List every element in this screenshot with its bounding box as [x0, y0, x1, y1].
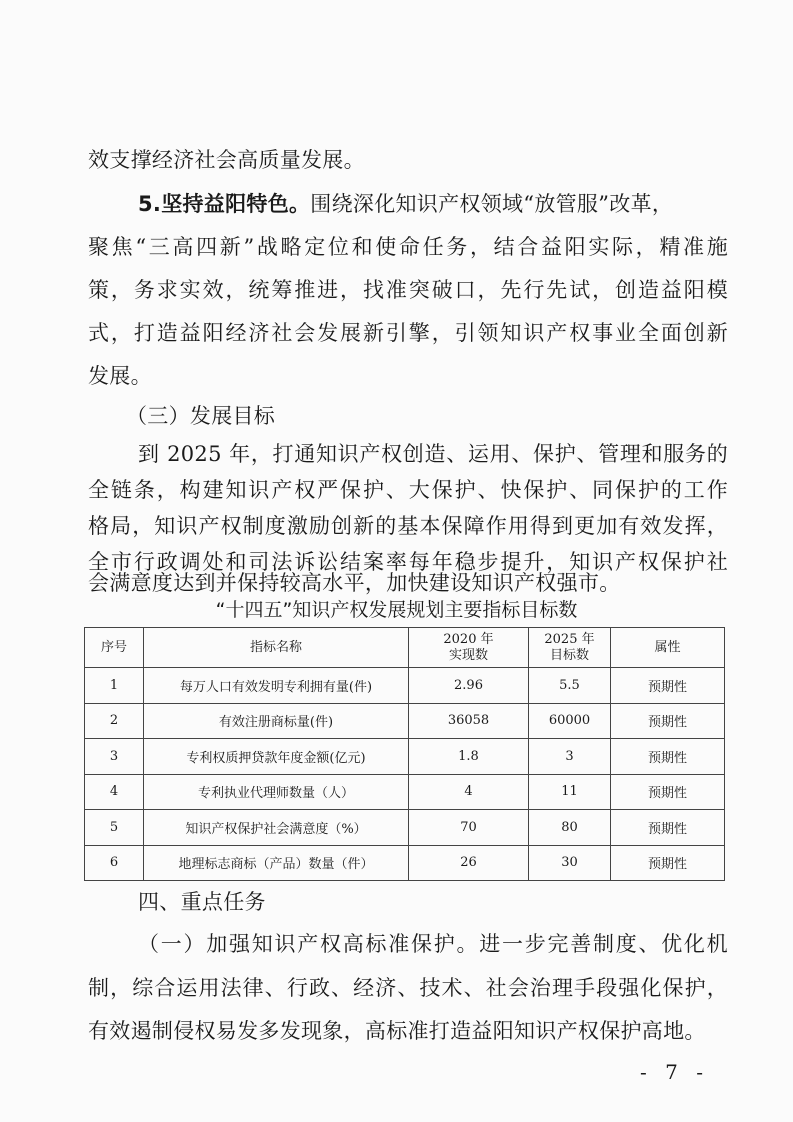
- cell-no: 6: [85, 845, 144, 881]
- cell-2020: 36058: [409, 703, 529, 739]
- header-2025-line1: 2025 年: [544, 631, 595, 647]
- paragraph-text: 围绕深化知识产权领域“放管服”改革，: [310, 192, 674, 216]
- cell-2025: 80: [529, 810, 611, 846]
- cell-name: 地理标志商标（产品）数量（件）: [144, 845, 409, 881]
- cell-attr: 预期性: [611, 810, 725, 846]
- header-2020-line1: 2020 年: [443, 631, 494, 647]
- header-no: 序号: [85, 628, 144, 668]
- cell-no: 4: [85, 774, 144, 810]
- section-heading: 四、重点任务: [138, 890, 266, 914]
- paragraph-line: 发展。: [88, 364, 152, 388]
- cell-name: 每万人口有效发明专利拥有量(件): [144, 668, 409, 704]
- paragraph-line: 制，综合运用法律、行政、经济、技术、社会治理手段强化保护，: [88, 976, 728, 1000]
- section-heading: （三）发展目标: [126, 404, 276, 428]
- header-2025-line2: 目标数: [549, 647, 589, 663]
- cell-attr: 预期性: [611, 774, 725, 810]
- header-name: 指标名称: [144, 628, 409, 668]
- cell-2025: 30: [529, 845, 611, 881]
- cell-2025: 60000: [529, 703, 611, 739]
- paragraph-line: 全链条，构建知识产权严保护、大保护、快保护、同保护的工作: [88, 478, 728, 502]
- cell-name: 专利权质押贷款年度金额(亿元): [144, 739, 409, 775]
- paragraph-line: （一）加强知识产权高标准保护。进一步完善制度、优化机: [138, 932, 728, 956]
- cell-2020: 4: [409, 774, 529, 810]
- table-row: [85, 668, 725, 704]
- paragraph-line: 格局，知识产权制度激励创新的基本保障作用得到更加有效发挥，: [88, 514, 728, 538]
- cell-no: 5: [85, 810, 144, 846]
- cell-attr: 预期性: [611, 703, 725, 739]
- header-attr: 属性: [611, 628, 725, 668]
- paragraph-line: 有效遏制侵权易发多发现象，高标准打造益阳知识产权保护高地。: [88, 1019, 706, 1043]
- cell-2025: 11: [529, 774, 611, 810]
- cell-2025: 3: [529, 739, 611, 775]
- cell-name: 知识产权保护社会满意度（%）: [144, 810, 409, 846]
- cell-name: 有效注册商标量(件): [144, 703, 409, 739]
- paragraph-line: 效支撑经济社会高质量发展。: [88, 148, 365, 172]
- cell-no: 1: [85, 668, 144, 704]
- table-header-row: [85, 628, 725, 668]
- table-row: [85, 810, 725, 846]
- cell-2020: 2.96: [409, 668, 529, 704]
- paragraph-line: 策，务求实效，统筹推进，找准突破口，先行先试，创造益阳模: [88, 278, 728, 302]
- paragraph-line: 式，打造益阳经济社会发展新引擎，引领知识产权事业全面创新: [88, 321, 728, 345]
- page-number: - 7 -: [640, 1060, 709, 1084]
- cell-no: 2: [85, 703, 144, 739]
- header-2020: [409, 628, 529, 668]
- paragraph-line: 聚焦“三高四新”战略定位和使命任务，结合益阳实际，精准施: [88, 235, 728, 259]
- cell-2020: 70: [409, 810, 529, 846]
- cell-attr: 预期性: [611, 845, 725, 881]
- table-row: [85, 739, 725, 775]
- cell-attr: 预期性: [611, 668, 725, 704]
- table-row: [85, 774, 725, 810]
- indicator-table: [84, 627, 725, 881]
- cell-2020: 1.8: [409, 739, 529, 775]
- cell-2020: 26: [409, 845, 529, 881]
- table-row: [85, 703, 725, 739]
- cell-2025: 5.5: [529, 668, 611, 704]
- header-2025: [529, 628, 611, 668]
- table-title: “十四五”知识产权发展规划主要指标目标数: [215, 599, 578, 621]
- paragraph-line: 全市行政调处和司法诉讼结案率每年稳步提升，知识产权保护社: [88, 550, 728, 574]
- paragraph-line: [138, 190, 673, 218]
- paragraph-line: 会满意度达到并保持较高水平，加快建设知识产权强市。: [88, 571, 621, 595]
- paragraph-line: 到 2025 年，打通知识产权创造、运用、保护、管理和服务的: [138, 442, 728, 466]
- cell-name: 专利执业代理师数量（人）: [144, 774, 409, 810]
- paragraph-lead: 5.坚持益阳特色。: [138, 192, 311, 216]
- table-row: [85, 845, 725, 881]
- header-2020-line2: 实现数: [448, 647, 488, 663]
- cell-no: 3: [85, 739, 144, 775]
- cell-attr: 预期性: [611, 739, 725, 775]
